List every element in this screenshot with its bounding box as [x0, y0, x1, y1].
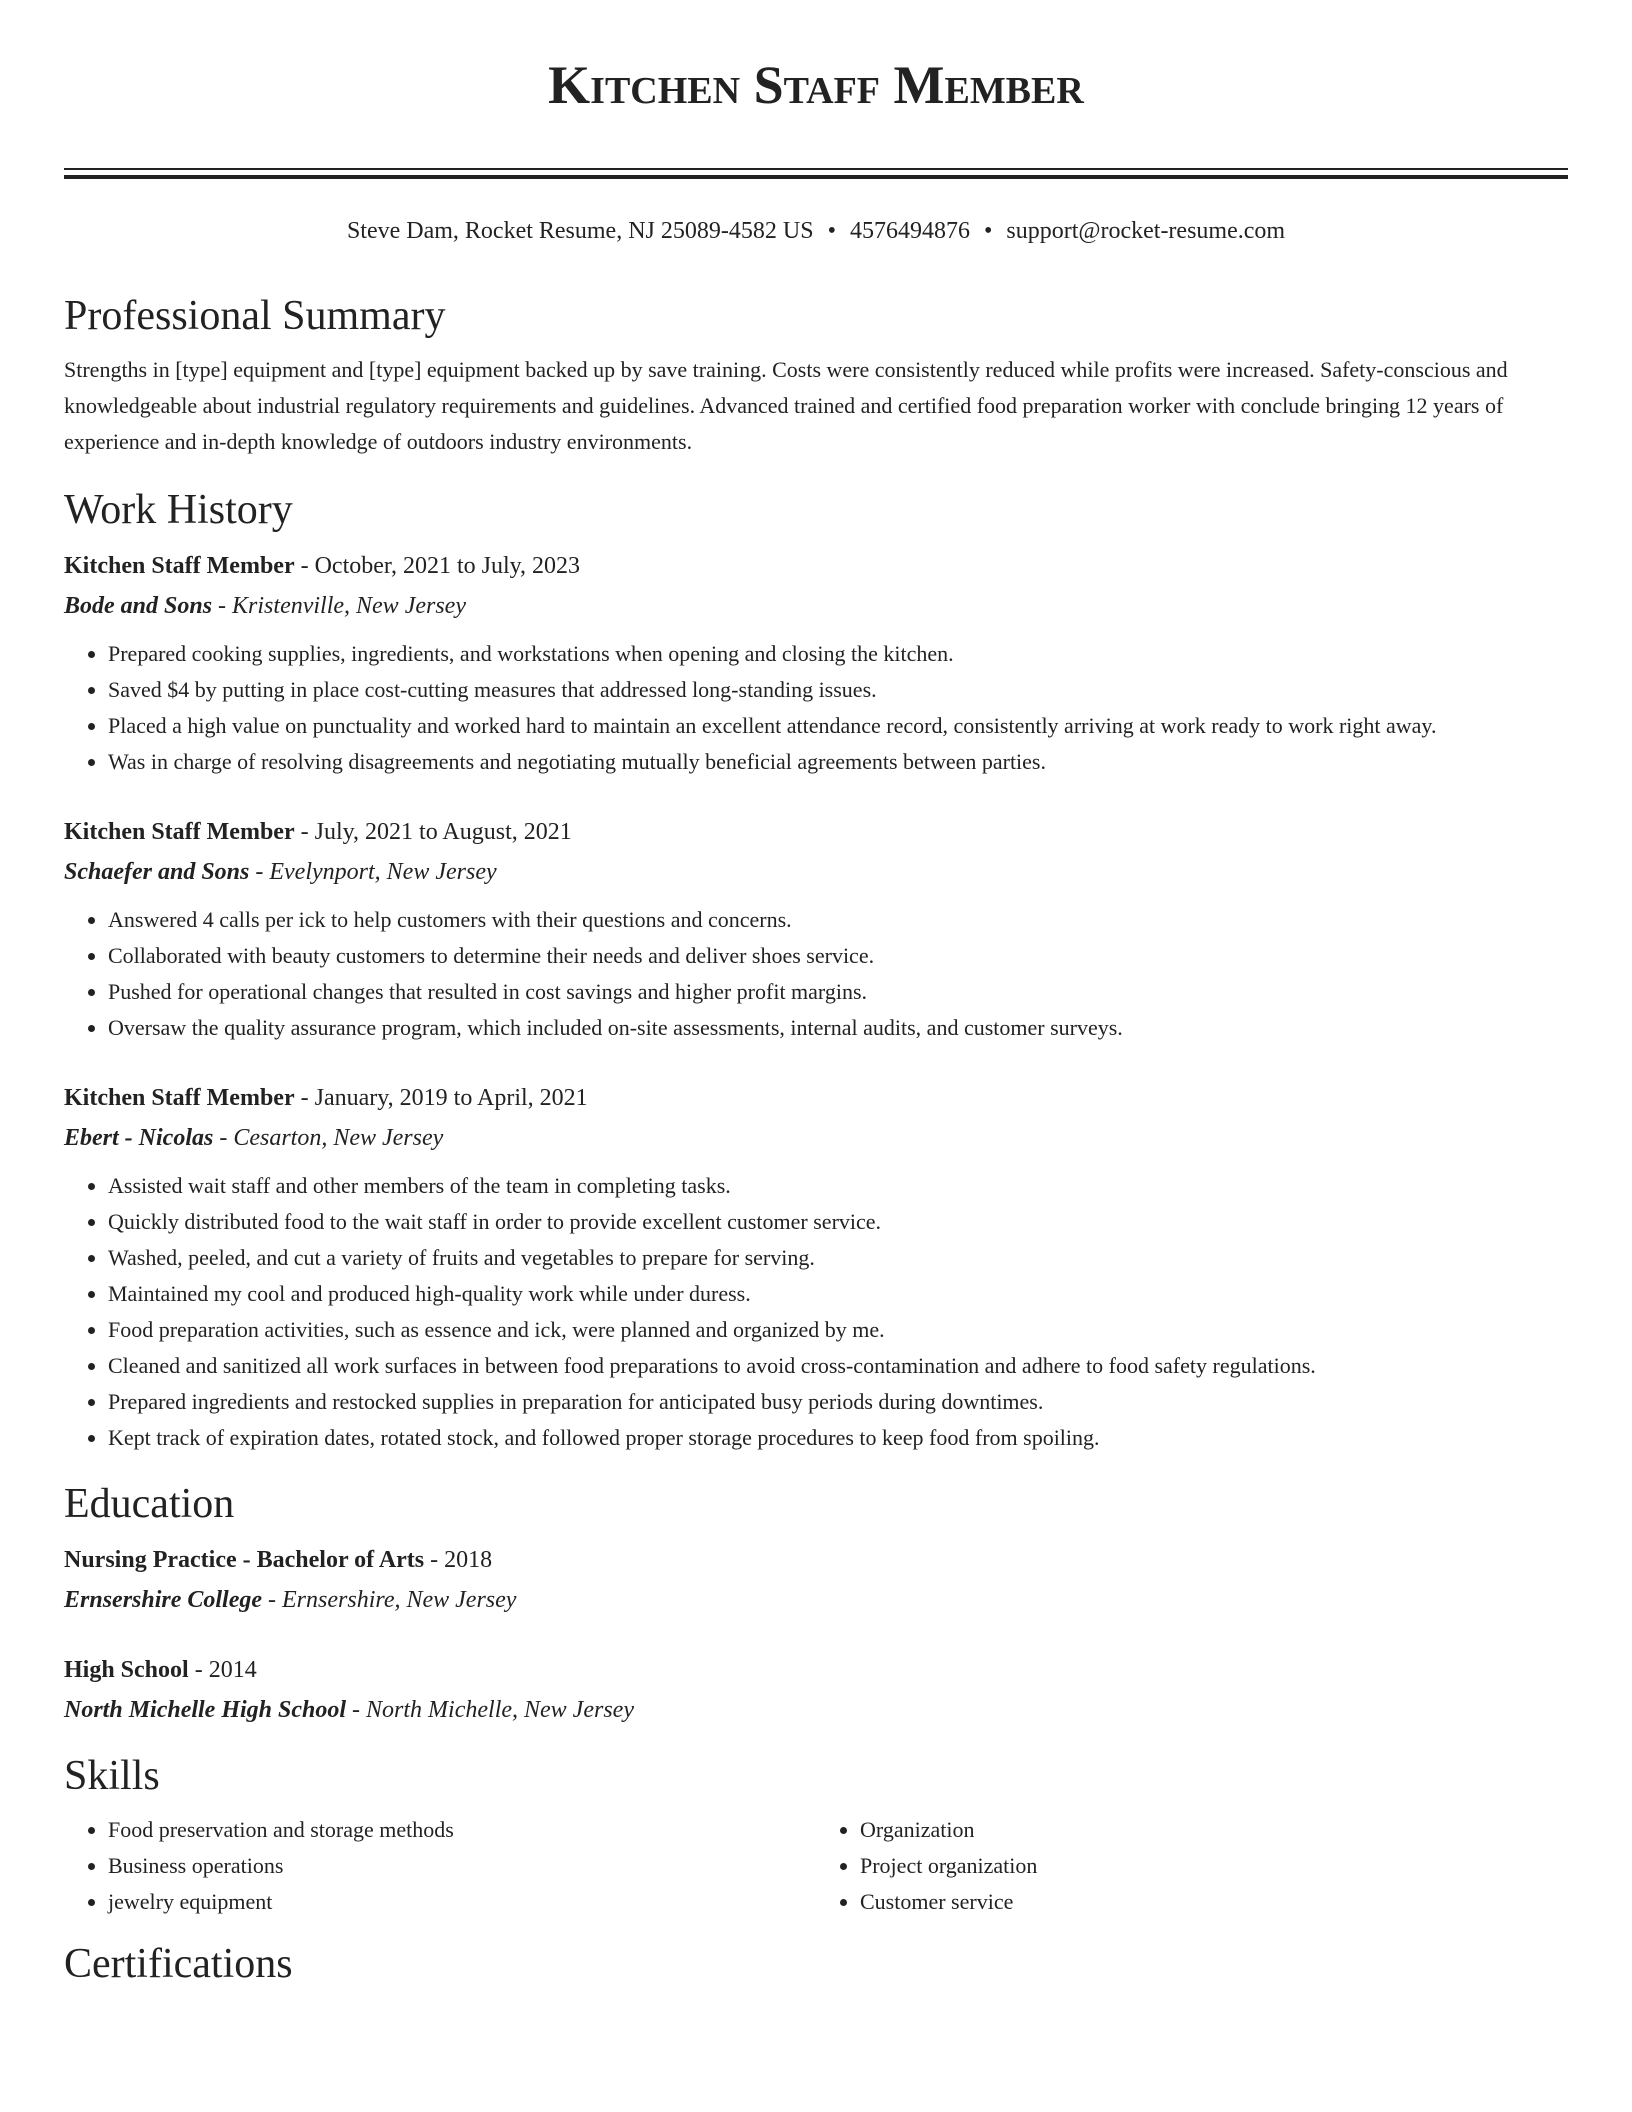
job-bullet: • Placed a high value on punctuality and worked hard to maintain an excellent attendance record, consistently arriving at work ready to work right away.	[108, 708, 1568, 744]
graduation-year: - 2014	[188, 1657, 257, 1683]
job-title: Kitchen Staff Member	[64, 819, 295, 845]
school-location: - Ernsershire, New Jersey	[262, 1587, 517, 1613]
school-line	[64, 1580, 1568, 1620]
job-bullet: • Oversaw the quality assurance program, which included on-site assessments, internal audits, and customer surveys.	[108, 1010, 1568, 1046]
employer-line	[64, 852, 1568, 892]
contact-email: support@rocket-resume.com	[1006, 218, 1286, 244]
degree: High School	[64, 1657, 189, 1683]
school-name: North Michelle High School	[64, 1697, 347, 1723]
degree: Nursing Practice - Bachelor of Arts	[64, 1547, 425, 1573]
job-bullets	[64, 636, 1568, 780]
title-divider-thick	[64, 175, 1568, 179]
contact-phone: 4576494876	[849, 218, 970, 244]
work-history-heading: Work History	[64, 487, 293, 533]
job-dates: - July, 2021 to August, 2021	[294, 819, 572, 845]
employer-name: Ebert - Nicolas	[64, 1125, 214, 1151]
skills-list	[64, 1812, 1568, 1920]
job-title-line	[64, 1078, 1568, 1118]
skill-item: • Business operations	[108, 1848, 816, 1884]
job-bullets	[64, 1168, 1568, 1456]
job-bullet: • Prepared ingredients and restocked supplies in preparation for anticipated busy periods during downtimes.	[108, 1384, 1568, 1420]
job-bullet: • Was in charge of resolving disagreements and negotiating mutually beneficial agreements between parties.	[108, 744, 1568, 780]
education-heading: Education	[64, 1481, 235, 1527]
employer-location: - Kristenville, New Jersey	[212, 593, 466, 619]
skills-column-left	[64, 1812, 816, 1920]
school-location: - North Michelle, New Jersey	[346, 1697, 634, 1723]
job-bullet: • Pushed for operational changes that resulted in cost savings and higher profit margins.	[108, 974, 1568, 1010]
job-title-line	[64, 546, 1568, 586]
employer-location: - Evelynport, New Jersey	[249, 859, 497, 885]
contact-line	[0, 215, 1632, 247]
job-bullet: • Food preparation activities, such as essence and ick, were planned and organized by me.	[108, 1312, 1568, 1348]
job-bullets	[64, 902, 1568, 1046]
job-dates: - January, 2019 to April, 2021	[294, 1085, 588, 1111]
resume-title: Kitchen Staff Member	[548, 55, 1084, 115]
job-bullet: • Saved $4 by putting in place cost-cutting measures that addressed long-standing issues.	[108, 672, 1568, 708]
skill-item: • Food preservation and storage methods	[108, 1812, 816, 1848]
job-entry	[64, 812, 1568, 1046]
job-bullet: • Maintained my cool and produced high-quality work while under duress.	[108, 1276, 1568, 1312]
degree-line	[64, 1540, 1568, 1580]
job-dates: - October, 2021 to July, 2023	[294, 553, 581, 579]
degree-line	[64, 1650, 1568, 1690]
contact-separator: •	[983, 218, 993, 244]
job-bullet: • Cleaned and sanitized all work surfaces in between food preparations to avoid cross-contamination and adhere to food safety regulations.	[108, 1348, 1568, 1384]
certifications-heading: Certifications	[64, 1941, 293, 1987]
contact-separator: •	[827, 218, 836, 244]
job-bullet: • Assisted wait staff and other members of the team in completing tasks.	[108, 1168, 1568, 1204]
title-divider-thin	[64, 168, 1568, 170]
job-bullet: • Prepared cooking supplies, ingredients, and workstations when opening and closing the kitchen.	[108, 636, 1568, 672]
contact-address: Steve Dam, Rocket Resume, NJ 25089-4582 US	[346, 218, 814, 244]
skills-heading: Skills	[64, 1753, 160, 1799]
employer-name: Schaefer and Sons	[64, 859, 250, 885]
employer-name: Bode and Sons	[64, 593, 213, 619]
education-entry	[64, 1540, 1568, 1620]
summary-heading: Professional Summary	[64, 293, 446, 339]
job-bullet: • Answered 4 calls per ick to help customers with their questions and concerns.	[108, 902, 1568, 938]
employer-line	[64, 1118, 1568, 1158]
job-title-line	[64, 812, 1568, 852]
skill-item: • Organization	[860, 1812, 1568, 1848]
school-line	[64, 1690, 1568, 1730]
resume-content	[64, 290, 1568, 1990]
job-bullet: • Kept track of expiration dates, rotated stock, and followed proper storage procedures to keep food from spoiling.	[108, 1420, 1568, 1456]
employer-line	[64, 586, 1568, 626]
job-entry	[64, 546, 1568, 780]
job-title: Kitchen Staff Member	[64, 1085, 295, 1111]
graduation-year: - 2018	[424, 1547, 493, 1573]
summary-text: Strengths in [type] equipment and [type] equipment backed up by save training. Costs were consistently reduced while profits were increased. Safety-conscious and knowledgeable about industrial regulatory requirements and guidelines. Advanced trained and certified food preparation worker with conclude bringing 12 years of experience and in-depth knowledge of outdoors industry environments.	[64, 357, 1508, 454]
employer-location: - Cesarton, New Jersey	[213, 1125, 444, 1151]
skill-item: • jewelry equipment	[108, 1884, 816, 1920]
school-name: Ernsershire College	[64, 1587, 263, 1613]
job-bullet: • Quickly distributed food to the wait staff in order to provide excellent customer service.	[108, 1204, 1568, 1240]
skill-item: • Project organization	[860, 1848, 1568, 1884]
skills-column-right	[816, 1812, 1568, 1920]
job-title: Kitchen Staff Member	[64, 553, 295, 579]
education-entry	[64, 1650, 1568, 1730]
skill-item: • Customer service	[860, 1884, 1568, 1920]
job-bullet: • Washed, peeled, and cut a variety of fruits and vegetables to prepare for serving.	[108, 1240, 1568, 1276]
job-bullet: • Collaborated with beauty customers to determine their needs and deliver shoes service.	[108, 938, 1568, 974]
job-entry	[64, 1078, 1568, 1456]
